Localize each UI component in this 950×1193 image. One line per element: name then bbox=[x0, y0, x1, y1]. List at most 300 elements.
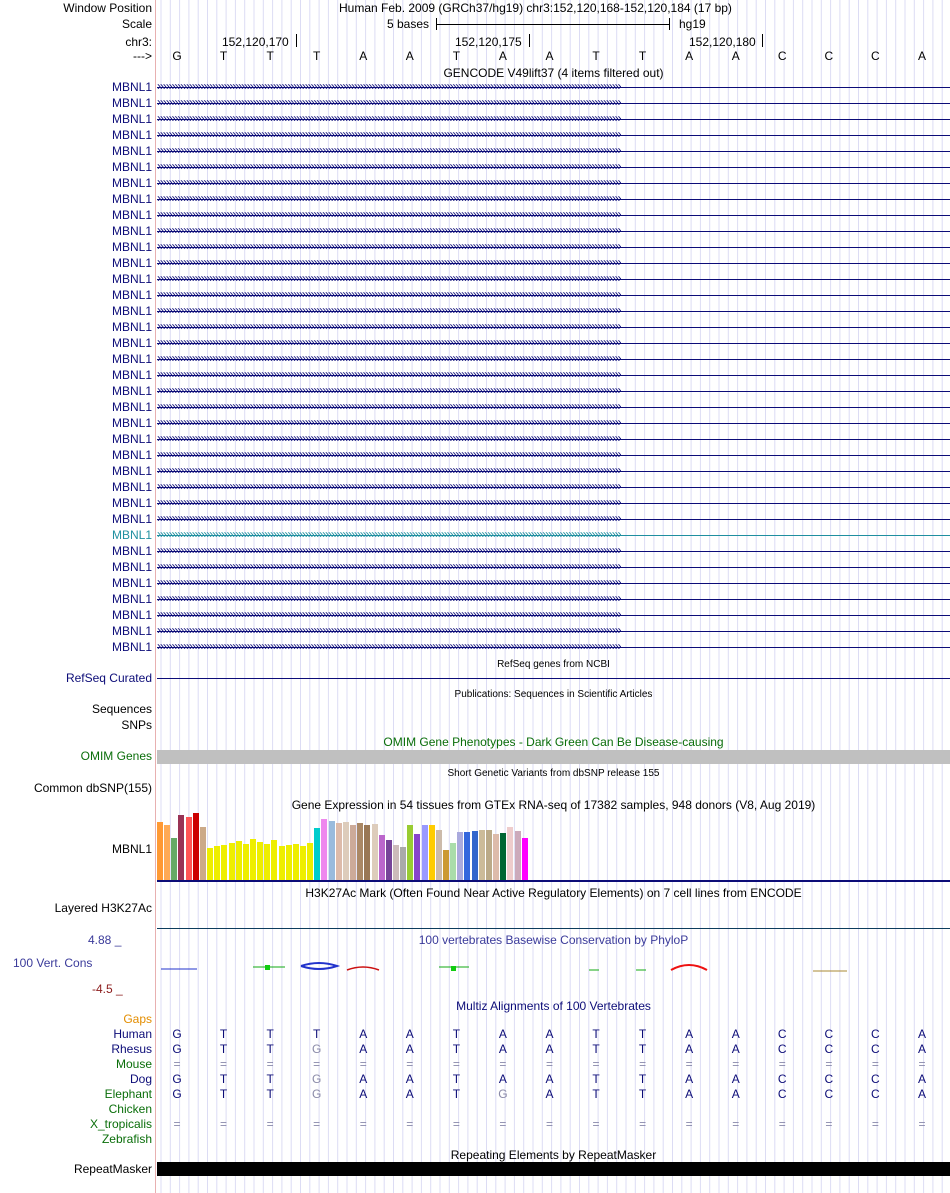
gtex-tissue-bar[interactable] bbox=[393, 845, 399, 880]
multiz-alignment-base: A bbox=[917, 1042, 926, 1056]
gencode-transcript-line[interactable] bbox=[157, 144, 950, 158]
scale-text: 5 bases bbox=[387, 17, 430, 31]
publications-sequences-label[interactable]: Sequences bbox=[91, 702, 152, 716]
gencode-transcript-line[interactable] bbox=[157, 576, 950, 590]
gencode-transcript-line[interactable] bbox=[157, 272, 950, 286]
multiz-species-label[interactable]: X_tropicalis bbox=[89, 1117, 152, 1131]
strand-arrows: ›››››››››››››››››››››››››››››››››››››››››››››››››››››››››››››››››››››››››››››››››››››››››››››››››››››››››››››››››››››››››››››››››››››››››››››››››››››››››››››››› bbox=[157, 368, 621, 381]
omim-track-label[interactable]: OMIM Genes bbox=[80, 749, 152, 763]
gencode-transcript-label[interactable]: MBNL1 bbox=[111, 240, 152, 254]
multiz-alignment-base: A bbox=[917, 1027, 926, 1041]
gencode-transcript-label[interactable]: MBNL1 bbox=[111, 448, 152, 462]
multiz-alignment-base: A bbox=[731, 1072, 740, 1086]
multiz-alignment-base: A bbox=[359, 1072, 368, 1086]
gencode-transcript-line[interactable] bbox=[157, 528, 950, 542]
gencode-transcript-line[interactable] bbox=[157, 96, 950, 110]
multiz-alignment-base: C bbox=[777, 1042, 787, 1056]
gencode-transcript-line[interactable] bbox=[157, 624, 950, 638]
gencode-transcript-label[interactable]: MBNL1 bbox=[111, 512, 152, 526]
multiz-alignment-base: A bbox=[917, 1072, 926, 1086]
strand-arrows: ›››››››››››››››››››››››››››››››››››››››››››››››››››››››››››››››››››››››››››››››››››››››››››››››››››››››››››››››››››››››››››››››››››››››››››››››››››››››››››››››› bbox=[157, 304, 621, 317]
gtex-tissue-bar[interactable] bbox=[493, 834, 499, 880]
multiz-alignment-base: A bbox=[731, 1087, 740, 1101]
gtex-tissue-bar[interactable] bbox=[343, 822, 349, 880]
multiz-alignment-base: = bbox=[732, 1117, 740, 1131]
ruler-tick bbox=[762, 34, 763, 47]
multiz-alignment-base: A bbox=[405, 1027, 414, 1041]
ruler-tick-label: 152,120,180 bbox=[689, 35, 756, 49]
phylop-track-title: 100 vertebrates Basewise Conservation by PhyloP bbox=[418, 933, 689, 947]
repeatmasker-track-title: Repeating Elements by RepeatMasker bbox=[450, 1148, 657, 1162]
gtex-tissue-bar[interactable] bbox=[279, 846, 285, 880]
multiz-alignment-base: = bbox=[173, 1117, 181, 1131]
gencode-transcript-line[interactable] bbox=[157, 400, 950, 414]
scale-bar bbox=[436, 18, 670, 30]
gtex-tissue-bar[interactable] bbox=[350, 825, 356, 880]
strand-arrows: ›››››››››››››››››››››››››››››››››››››››››››››››››››››››››››››››››››››››››››››››››››››››››››››››››››››››››››››››››››››››››››››››››››››››››››››››››››››››››››››››› bbox=[157, 560, 621, 573]
multiz-alignment-base: = bbox=[639, 1057, 647, 1071]
gencode-transcript-label[interactable]: MBNL1 bbox=[111, 368, 152, 382]
multiz-alignment-base: C bbox=[871, 1087, 880, 1101]
sequence-base: C bbox=[871, 49, 880, 63]
strand-arrows: ›››››››››››››››››››››››››››››››››››››››››››››››››››››››››››››››››››››››››››››››››››››››››››››››››››››››››››››››››››››››››››››››››››››››››››››››››››››››››››››››› bbox=[157, 416, 621, 429]
gtex-baseline bbox=[157, 880, 950, 882]
gencode-transcript-label[interactable]: MBNL1 bbox=[111, 128, 152, 142]
gtex-tissue-bar[interactable] bbox=[193, 813, 199, 880]
ruler-tick-label: 152,120,170 bbox=[222, 35, 289, 49]
gtex-tissue-bar[interactable] bbox=[157, 822, 163, 880]
sequence-base: C bbox=[777, 49, 787, 63]
sequence-base: C bbox=[824, 49, 834, 63]
gtex-tissue-bar[interactable] bbox=[229, 843, 235, 880]
multiz-alignment-base: C bbox=[824, 1087, 834, 1101]
multiz-alignment-base: A bbox=[498, 1042, 507, 1056]
gencode-transcript-line[interactable] bbox=[157, 320, 950, 334]
gencode-transcript-line[interactable] bbox=[157, 112, 950, 126]
strand-arrows: ›››››››››››››››››››››››››››››››››››››››››››››››››››››››››››››››››››››››››››››››››››››››››››››››››››››››››››››››››››››››››››››››››››››››››››››››››››››››››››››››› bbox=[157, 160, 621, 173]
multiz-species-label[interactable]: Zebrafish bbox=[101, 1132, 152, 1146]
gtex-track-title: Gene Expression in 54 tissues from GTEx RNA-seq of 17382 samples, 948 donors (V8, Aug 2019) bbox=[291, 798, 816, 812]
gencode-transcript-label[interactable]: MBNL1 bbox=[111, 624, 152, 638]
multiz-alignment-base: T bbox=[452, 1027, 461, 1041]
gencode-transcript-line[interactable] bbox=[157, 416, 950, 430]
sequence-base: T bbox=[452, 49, 461, 63]
strand-arrows: ›››››››››››››››››››››››››››››››››››››››››››››››››››››››››››››››››››››››››››››››››››››››››››››››››››››››››››››››››››››››››››››››››››››››››››››››››››››››››››››››› bbox=[157, 320, 621, 333]
gencode-transcript-label[interactable]: MBNL1 bbox=[111, 256, 152, 270]
ruler-tick-label: 152,120,175 bbox=[455, 35, 522, 49]
multiz-alignment-base: T bbox=[592, 1072, 600, 1086]
gencode-transcript-label[interactable]: MBNL1 bbox=[111, 400, 152, 414]
gtex-tissue-bar[interactable] bbox=[300, 846, 306, 880]
gencode-transcript-label[interactable]: MBNL1 bbox=[111, 352, 152, 366]
multiz-alignment-base: T bbox=[266, 1027, 274, 1041]
multiz-alignment-base: = bbox=[545, 1057, 553, 1071]
multiz-species-label[interactable]: Dog bbox=[129, 1072, 152, 1086]
gencode-transcript-line[interactable] bbox=[157, 592, 950, 606]
multiz-alignment-base: T bbox=[638, 1087, 647, 1101]
multiz-alignment-base: = bbox=[871, 1117, 879, 1131]
multiz-alignment-base: T bbox=[452, 1042, 461, 1056]
multiz-alignment-base: = bbox=[313, 1117, 321, 1131]
multiz-alignment-base: = bbox=[173, 1057, 181, 1071]
refseq-gene-line[interactable] bbox=[157, 678, 950, 679]
multiz-alignment-base: = bbox=[778, 1117, 786, 1131]
sequence-base: G bbox=[172, 49, 182, 63]
sequence-base: A bbox=[405, 49, 414, 63]
repeatmasker-track-label[interactable]: RepeatMasker bbox=[73, 1162, 152, 1176]
strand-arrows: ›››››››››››››››››››››››››››››››››››››››››››››››››››››››››››››››››››››››››››››››››››››››››››››››››››››››››››››››››››››››››››››››››››››››››››››››››››››››››››››››› bbox=[157, 80, 621, 93]
gtex-tissue-bar[interactable] bbox=[236, 841, 242, 880]
gtex-tissue-bar[interactable] bbox=[379, 835, 385, 880]
gencode-transcript-label[interactable]: MBNL1 bbox=[111, 208, 152, 222]
multiz-alignment-base: C bbox=[777, 1027, 787, 1041]
gencode-transcript-line[interactable] bbox=[157, 480, 950, 494]
gencode-transcript-line[interactable] bbox=[157, 464, 950, 478]
multiz-alignment-base: G bbox=[172, 1087, 182, 1101]
multiz-alignment-base: A bbox=[405, 1072, 414, 1086]
multiz-alignment-base: = bbox=[359, 1117, 367, 1131]
multiz-alignment-base: A bbox=[685, 1027, 694, 1041]
gencode-transcript-label[interactable]: MBNL1 bbox=[111, 384, 152, 398]
gtex-tissue-bar[interactable] bbox=[186, 817, 192, 880]
multiz-alignment-base: A bbox=[685, 1087, 694, 1101]
multiz-alignment-base: = bbox=[871, 1057, 879, 1071]
strand-arrows: ›››››››››››››››››››››››››››››››››››››››››››››››››››››››››››››››››››››››››››››››››››››››››››››››››››››››››››››››››››››››››››››››››››››››››››››››››››››››››››››››› bbox=[157, 624, 621, 637]
gencode-transcript-line[interactable] bbox=[157, 128, 950, 142]
strand-arrows: ›››››››››››››››››››››››››››››››››››››››››››››››››››››››››››››››››››››››››››››››››››››››››››››››››››››››››››››››››››››››››››››››››››››››››››››››››››››››››››››››› bbox=[157, 496, 621, 509]
gtex-tissue-bar[interactable] bbox=[443, 850, 449, 880]
gtex-tissue-bar[interactable] bbox=[336, 823, 342, 880]
h3k27ac-track-title: H3K27Ac Mark (Often Found Near Active Regulatory Elements) on 7 cell lines from ENCODE bbox=[305, 886, 802, 900]
multiz-alignment-base: A bbox=[545, 1027, 554, 1041]
multiz-alignment-base: = bbox=[825, 1117, 833, 1131]
sequence-base: T bbox=[266, 49, 274, 63]
multiz-alignment-base: = bbox=[592, 1057, 600, 1071]
window-position-label: Window Position bbox=[63, 1, 152, 15]
multiz-alignment-base: A bbox=[359, 1027, 368, 1041]
multiz-alignment-base: T bbox=[452, 1072, 461, 1086]
publications-track-title: Publications: Sequences in Scientific Articles bbox=[454, 689, 653, 700]
gtex-tissue-bar[interactable] bbox=[522, 838, 528, 880]
multiz-alignment-base: A bbox=[685, 1042, 694, 1056]
gtex-tissue-bar[interactable] bbox=[372, 824, 378, 880]
gtex-tissue-bar[interactable] bbox=[200, 827, 206, 880]
gencode-transcript-line[interactable] bbox=[157, 256, 950, 270]
gencode-transcript-line[interactable] bbox=[157, 496, 950, 510]
multiz-species-label[interactable]: Rhesus bbox=[111, 1042, 152, 1056]
gtex-tissue-bar[interactable] bbox=[314, 828, 320, 880]
gencode-transcript-label[interactable]: MBNL1 bbox=[111, 416, 152, 430]
gtex-tissue-bar[interactable] bbox=[414, 834, 420, 880]
gencode-transcript-label[interactable]: MBNL1 bbox=[111, 272, 152, 286]
multiz-alignment-base: = bbox=[266, 1057, 274, 1071]
gencode-transcript-label[interactable]: MBNL1 bbox=[111, 480, 152, 494]
gtex-tissue-bar[interactable] bbox=[321, 819, 327, 880]
strand-arrows: ›››››››››››››››››››››››››››››››››››››››››››››››››››››››››››››››››››››››››››››››››››››››››››››››››››››››››››››››››››››››››››››››››››››››››››››››››››››››››››››››› bbox=[157, 144, 621, 157]
multiz-alignment-base: = bbox=[639, 1117, 647, 1131]
gtex-tissue-bar[interactable] bbox=[386, 840, 392, 880]
gtex-tissue-bar[interactable] bbox=[436, 830, 442, 880]
dbsnp-track-title: Short Genetic Variants from dbSNP release 155 bbox=[447, 768, 660, 779]
multiz-alignment-base: = bbox=[732, 1057, 740, 1071]
strand-arrows: ›››››››››››››››››››››››››››››››››››››››››››››››››››››››››››››››››››››››››››››››››››››››››››››››››››››››››››››››››››››››››››››››››››››››››››››››››››››››››››››››› bbox=[157, 224, 621, 237]
gtex-tissue-bar[interactable] bbox=[164, 825, 170, 880]
multiz-alignment-base: = bbox=[778, 1057, 786, 1071]
multiz-alignment-base: C bbox=[824, 1027, 834, 1041]
gtex-tissue-bar[interactable] bbox=[457, 832, 463, 880]
sequence-base: A bbox=[917, 49, 926, 63]
sequence-base: T bbox=[313, 49, 321, 63]
multiz-alignment-base: A bbox=[545, 1042, 554, 1056]
gencode-transcript-line[interactable] bbox=[157, 640, 950, 654]
gtex-tissue-bar[interactable] bbox=[271, 840, 277, 880]
multiz-alignment-base: G bbox=[498, 1087, 508, 1101]
strand-arrows: ›››››››››››››››››››››››››››››››››››››››››››››››››››››››››››››››››››››››››››››››››››››››››››››››››››››››››››››››››››››››››››››››››››››››››››››››››››››››››››››››› bbox=[157, 176, 621, 189]
strand-arrows: ›››››››››››››››››››››››››››››››››››››››››››››››››››››››››››››››››››››››››››››››››››››››››››››››››››››››››››››››››››››››››››››››››››››››››››››››››››››››››››››››› bbox=[157, 288, 621, 301]
gencode-transcript-line[interactable] bbox=[157, 304, 950, 318]
multiz-species-label[interactable]: Chicken bbox=[108, 1102, 152, 1116]
multiz-alignment-base: A bbox=[685, 1072, 694, 1086]
gtex-tissue-bar[interactable] bbox=[422, 825, 428, 880]
gtex-tissue-bar[interactable] bbox=[400, 847, 406, 880]
multiz-alignment-base: T bbox=[219, 1042, 228, 1056]
multiz-alignment-base: A bbox=[731, 1042, 740, 1056]
gencode-transcript-label[interactable]: MBNL1 bbox=[111, 160, 152, 174]
strand-arrows: ›››››››››››››››››››››››››››››››››››››››››››››››››››››››››››››››››››››››››››››››››››››››››››››››››››››››››››››››››››››››››››››››››››››››››››››››››››››››››››››››› bbox=[157, 384, 621, 397]
gtex-tissue-bar[interactable] bbox=[507, 827, 513, 880]
gencode-transcript-label[interactable]: MBNL1 bbox=[111, 304, 152, 318]
gencode-transcript-line[interactable] bbox=[157, 352, 950, 366]
label-panel-border bbox=[155, 0, 156, 1193]
multiz-alignment-base: C bbox=[824, 1042, 834, 1056]
gencode-transcript-line[interactable] bbox=[157, 560, 950, 574]
sequence-base: T bbox=[638, 49, 647, 63]
gencode-transcript-line[interactable] bbox=[157, 384, 950, 398]
multiz-alignment-base: = bbox=[406, 1117, 414, 1131]
refseq-track-title: RefSeq genes from NCBI bbox=[497, 659, 610, 670]
gencode-transcript-label[interactable]: MBNL1 bbox=[111, 80, 152, 94]
gencode-transcript-line[interactable] bbox=[157, 432, 950, 446]
gtex-track-label[interactable]: MBNL1 bbox=[111, 842, 152, 856]
gencode-transcript-label[interactable]: MBNL1 bbox=[111, 96, 152, 110]
gtex-tissue-bar[interactable] bbox=[464, 832, 470, 880]
gencode-transcript-label[interactable]: MBNL1 bbox=[111, 288, 152, 302]
gtex-tissue-bar[interactable] bbox=[500, 833, 506, 880]
gencode-transcript-line[interactable] bbox=[157, 544, 950, 558]
multiz-alignment-base: = bbox=[825, 1057, 833, 1071]
gencode-transcript-label[interactable]: MBNL1 bbox=[111, 576, 152, 590]
gencode-transcript-label[interactable]: MBNL1 bbox=[111, 496, 152, 510]
gencode-transcript-line[interactable] bbox=[157, 80, 950, 94]
multiz-alignment-base: A bbox=[545, 1072, 554, 1086]
multiz-alignment-base: = bbox=[359, 1057, 367, 1071]
gtex-tissue-bar[interactable] bbox=[250, 839, 256, 880]
multiz-alignment-base: = bbox=[499, 1117, 507, 1131]
gtex-tissue-bar[interactable] bbox=[178, 815, 184, 880]
multiz-alignment-base: C bbox=[824, 1072, 834, 1086]
gtex-tissue-bar[interactable] bbox=[329, 821, 335, 880]
multiz-track-title: Multiz Alignments of 100 Vertebrates bbox=[456, 999, 651, 1013]
multiz-alignment-base: T bbox=[592, 1027, 600, 1041]
gencode-transcript-line[interactable] bbox=[157, 336, 950, 350]
sequence-base: A bbox=[545, 49, 554, 63]
refseq-track-label[interactable]: RefSeq Curated bbox=[65, 671, 152, 685]
gencode-transcript-label[interactable]: MBNL1 bbox=[111, 320, 152, 334]
multiz-alignment-base: T bbox=[592, 1087, 600, 1101]
strand-arrows: ›››››››››››››››››››››››››››››››››››››››››››››››››››››››››››››››››››››››››››››››››››››››››››››››››››››››››››››››››››››››››››››››››››››››››››››››››››››››››››››››› bbox=[157, 272, 621, 285]
gencode-transcript-line[interactable] bbox=[157, 512, 950, 526]
omim-gene-bar[interactable] bbox=[157, 750, 950, 764]
gtex-tissue-bar[interactable] bbox=[479, 830, 485, 880]
gencode-transcript-label[interactable]: MBNL1 bbox=[111, 608, 152, 622]
gtex-expression-chart[interactable] bbox=[157, 812, 557, 880]
chrom-label: chr3: bbox=[125, 35, 152, 49]
multiz-alignment-base: T bbox=[266, 1087, 274, 1101]
phylop-min-label: -4.5 _ bbox=[92, 982, 123, 996]
gencode-transcript-label[interactable]: MBNL1 bbox=[111, 192, 152, 206]
strand-arrows: ›››››››››››››››››››››››››››››››››››››››››››››››››››››››››››››››››››››››››››››››››››››››››››››››››››››››››››››››››››››››››››››››››››››››››››››››››››››››››››››››› bbox=[157, 192, 621, 205]
strand-arrows: ›››››››››››››››››››››››››››››››››››››››››››››››››››››››››››››››››››››››››››››››››››››››››››››››››››››››››››››››››››››››››››››››››››››››››››››››››››››››››››››››› bbox=[157, 96, 621, 109]
strand-arrows: ›››››››››››››››››››››››››››››››››››››››››››››››››››››››››››››››››››››››››››››››››››››››››››››››››››››››››››››››››››››››››››››››››››››››››››››››››››››››››››››››› bbox=[157, 592, 621, 605]
assembly-label: hg19 bbox=[679, 17, 706, 31]
strand-arrows: ›››››››››››››››››››››››››››››››››››››››››››››››››››››››››››››››››››››››››››››››››››››››››››››››››››››››››››››››››››››››››››››››››››››››››››››››››››››››››››››››› bbox=[157, 240, 621, 253]
multiz-alignment-base: = bbox=[313, 1057, 321, 1071]
multiz-alignment-base: T bbox=[219, 1087, 228, 1101]
gtex-tissue-bar[interactable] bbox=[214, 846, 220, 880]
gtex-tissue-bar[interactable] bbox=[207, 848, 213, 880]
multiz-alignment-base: = bbox=[685, 1117, 693, 1131]
gencode-transcript-label[interactable]: MBNL1 bbox=[111, 464, 152, 478]
multiz-alignment-base: T bbox=[638, 1072, 647, 1086]
multiz-alignment-base: G bbox=[172, 1072, 182, 1086]
gtex-tissue-bar[interactable] bbox=[293, 844, 299, 880]
multiz-alignment-base: G bbox=[172, 1027, 182, 1041]
multiz-alignment-base: T bbox=[219, 1027, 228, 1041]
gencode-transcript-label[interactable]: MBNL1 bbox=[111, 592, 152, 606]
strand-arrows: ›››››››››››››››››››››››››››››››››››››››››››››››››››››››››››››››››››››››››››››››››››››››››››››››››››››››››››››››››››››››››››››››››››››››››››››››››››››››››››››››› bbox=[157, 512, 621, 525]
strand-arrows: ›››››››››››››››››››››››››››››››››››››››››››››››››››››››››››››››››››››››››››››››››››››››››››››››››››››››››››››››››››››››››››››››››››››››››››››››››››››››››››››››› bbox=[157, 480, 621, 493]
gtex-tissue-bar[interactable] bbox=[450, 843, 456, 880]
phylop-conservation-plot[interactable] bbox=[157, 958, 950, 980]
multiz-alignment-base: T bbox=[266, 1042, 274, 1056]
gencode-transcript-line[interactable] bbox=[157, 368, 950, 382]
multiz-alignment-base: = bbox=[545, 1117, 553, 1131]
repeatmasker-element-bar[interactable] bbox=[157, 1162, 950, 1176]
multiz-alignment-base: T bbox=[452, 1087, 461, 1101]
gencode-transcript-line[interactable] bbox=[157, 448, 950, 462]
multiz-alignment-base: T bbox=[592, 1042, 600, 1056]
gencode-transcript-label[interactable]: MBNL1 bbox=[111, 432, 152, 446]
gencode-transcript-label[interactable]: MBNL1 bbox=[111, 112, 152, 126]
multiz-alignment-base: T bbox=[638, 1027, 647, 1041]
sequence-base: A bbox=[685, 49, 694, 63]
gencode-transcript-line[interactable] bbox=[157, 176, 950, 190]
gencode-transcript-line[interactable] bbox=[157, 288, 950, 302]
multiz-alignment-base: C bbox=[777, 1087, 787, 1101]
gtex-tissue-bar[interactable] bbox=[515, 831, 521, 880]
multiz-alignment-base: T bbox=[638, 1042, 647, 1056]
gencode-transcript-label[interactable]: MBNL1 bbox=[111, 640, 152, 654]
gencode-transcript-line[interactable] bbox=[157, 240, 950, 254]
gencode-transcript-label[interactable]: MBNL1 bbox=[111, 144, 152, 158]
strand-arrows: ›››››››››››››››››››››››››››››››››››››››››››››››››››››››››››››››››››››››››››››››››››››››››››››››››››››››››››››››››››››››››››››››››››››››››››››››››››››››››››››››› bbox=[157, 256, 621, 269]
multiz-alignment-base: A bbox=[498, 1027, 507, 1041]
sequence-base: A bbox=[731, 49, 740, 63]
gencode-transcript-label[interactable]: MBNL1 bbox=[111, 176, 152, 190]
strand-arrows: ›››››››››››››››››››››››››››››››››››››››››››››››››››››››››››››››››››››››››››››››››››››››››››››››››››››››››››››››››››››››››››››››››››››››››››››››››››››››››››››››› bbox=[157, 464, 621, 477]
strand-arrows: ›››››››››››››››››››››››››››››››››››››››››››››››››››››››››››››››››››››››››››››››››››››››››››››››››››››››››››››››››››››››››››››››››››››››››››››››››››››››››››››››› bbox=[157, 400, 621, 413]
gtex-tissue-bar[interactable] bbox=[264, 844, 270, 880]
gencode-transcript-line[interactable] bbox=[157, 608, 950, 622]
gtex-tissue-bar[interactable] bbox=[286, 845, 292, 880]
gencode-transcript-line[interactable] bbox=[157, 192, 950, 206]
strand-arrows: ›››››››››››››››››››››››››››››››››››››››››››››››››››››››››››››››››››››››››››››››››››››››››››››››››››››››››››››››››››››››››››››››››››››››››››››››››››››››››››››››› bbox=[157, 608, 621, 621]
sequence-base: A bbox=[498, 49, 507, 63]
gtex-tissue-bar[interactable] bbox=[364, 825, 370, 880]
gencode-transcript-label[interactable]: MBNL1 bbox=[111, 336, 152, 350]
multiz-alignment-base: C bbox=[871, 1042, 880, 1056]
strand-arrows: ›››››››››››››››››››››››››››››››››››››››››››››››››››››››››››››››››››››››››››››››››››››››››››››››››››››››››››››››››››››››››››››››››››››››››››››››››››››››››››››››› bbox=[157, 352, 621, 365]
ruler-tick bbox=[529, 34, 530, 47]
strand-arrows: ›››››››››››››››››››››››››››››››››››››››››››››››››››››››››››››››››››››››››››››››››››››››››››››››››››››››››››››››››››››››››››››››››››››››››››››››››››››››››››››››› bbox=[157, 544, 621, 557]
gencode-transcript-line[interactable] bbox=[157, 160, 950, 174]
multiz-alignment-base: C bbox=[871, 1027, 880, 1041]
gtex-tissue-bar[interactable] bbox=[257, 842, 263, 880]
gencode-transcript-line[interactable] bbox=[157, 208, 950, 222]
multiz-alignment-base: A bbox=[405, 1087, 414, 1101]
multiz-species-label[interactable]: Elephant bbox=[104, 1087, 152, 1101]
multiz-alignment-base: T bbox=[313, 1027, 321, 1041]
multiz-alignment-base: A bbox=[917, 1087, 926, 1101]
scale-label: Scale bbox=[121, 17, 152, 31]
multiz-alignment-base: G bbox=[312, 1042, 322, 1056]
gtex-tissue-bar[interactable] bbox=[429, 825, 435, 880]
publications-snps-label[interactable]: SNPs bbox=[121, 718, 152, 732]
gtex-tissue-bar[interactable] bbox=[307, 843, 313, 880]
sequence-base: A bbox=[359, 49, 368, 63]
gencode-transcript-label[interactable]: MBNL1 bbox=[111, 224, 152, 238]
multiz-species-label[interactable]: Gaps bbox=[123, 1012, 152, 1026]
gencode-transcript-label[interactable]: MBNL1 bbox=[111, 544, 152, 558]
multiz-alignment-base: = bbox=[220, 1057, 228, 1071]
strand-label: ---> bbox=[133, 49, 152, 63]
gtex-tissue-bar[interactable] bbox=[472, 831, 478, 880]
strand-arrows: ›››››››››››››››››››››››››››››››››››››››››››››››››››››››››››››››››››››››››››››››››››››››››››››››››››››››››››››››››››››››››››››››››››››››››››››››››››››››››››››››› bbox=[157, 208, 621, 221]
multiz-species-label[interactable]: Mouse bbox=[115, 1057, 152, 1071]
multiz-species-label[interactable]: Human bbox=[113, 1027, 152, 1041]
gtex-tissue-bar[interactable] bbox=[357, 823, 363, 880]
gencode-transcript-label[interactable]: MBNL1 bbox=[111, 560, 152, 574]
gtex-tissue-bar[interactable] bbox=[221, 845, 227, 880]
multiz-alignment-base: = bbox=[406, 1057, 414, 1071]
phylop-track-label[interactable]: 100 Vert. Cons bbox=[13, 956, 93, 970]
gtex-tissue-bar[interactable] bbox=[486, 830, 492, 880]
multiz-alignment-base: = bbox=[918, 1117, 926, 1131]
dbsnp-track-label[interactable]: Common dbSNP(155) bbox=[33, 781, 152, 795]
multiz-alignment-base: A bbox=[545, 1087, 554, 1101]
multiz-alignment-base: = bbox=[220, 1117, 228, 1131]
multiz-alignment-base: G bbox=[312, 1072, 322, 1086]
gencode-transcript-label[interactable]: MBNL1 bbox=[111, 528, 152, 542]
multiz-alignment-base: = bbox=[452, 1057, 460, 1071]
multiz-alignment-base: A bbox=[498, 1072, 507, 1086]
h3k27ac-track-label[interactable]: Layered H3K27Ac bbox=[54, 901, 152, 915]
gtex-tissue-bar[interactable] bbox=[171, 838, 177, 880]
gencode-transcript-line[interactable] bbox=[157, 224, 950, 238]
multiz-alignment-base: G bbox=[312, 1087, 322, 1101]
gtex-tissue-bar[interactable] bbox=[407, 825, 413, 880]
gtex-tissue-bar[interactable] bbox=[243, 844, 249, 880]
